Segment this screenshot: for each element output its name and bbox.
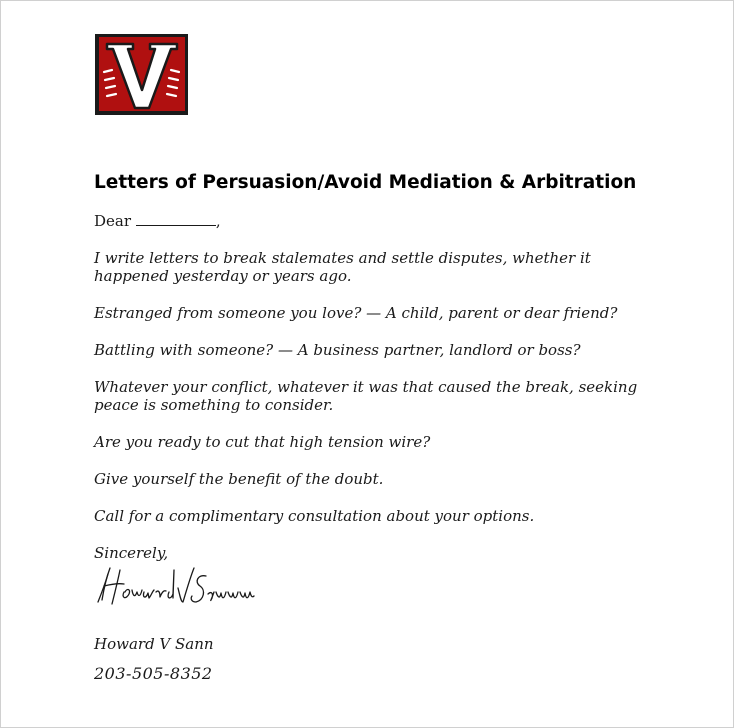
handwritten-signature <box>94 562 266 608</box>
letter-title: Letters of Persuasion/Avoid Mediation & Arbitration <box>94 172 637 193</box>
salutation-prefix: Dear <box>94 212 132 230</box>
salutation <box>94 212 654 230</box>
closing: Sincerely, <box>94 544 169 562</box>
paragraph-intro: I write letters to break stalemates and settle disputes, whether it happened yesterday or years ago. <box>94 249 591 285</box>
paragraph-call: Call for a complimentary consultation about your options. <box>94 507 535 525</box>
paragraph-conflict: Whatever your conflict, whatever it was that caused the break, seeking peace is something to consider. <box>94 378 638 414</box>
paragraph-benefit: Give yourself the benefit of the doubt. <box>94 470 384 488</box>
paragraph-battling: Battling with someone? — A business partner, landlord or boss? <box>94 341 581 359</box>
letter-body <box>94 212 654 562</box>
paragraph-ready: Are you ready to cut that high tension wire? <box>94 433 431 451</box>
recipient-blank <box>136 213 216 226</box>
v-logo <box>93 32 190 117</box>
salutation-suffix: , <box>215 212 221 230</box>
paragraph-estranged: Estranged from someone you love? — A child, parent or dear friend? <box>94 304 618 322</box>
signer-name: Howard V Sann <box>94 635 214 653</box>
phone-number: 203-505-8352 <box>94 664 213 683</box>
